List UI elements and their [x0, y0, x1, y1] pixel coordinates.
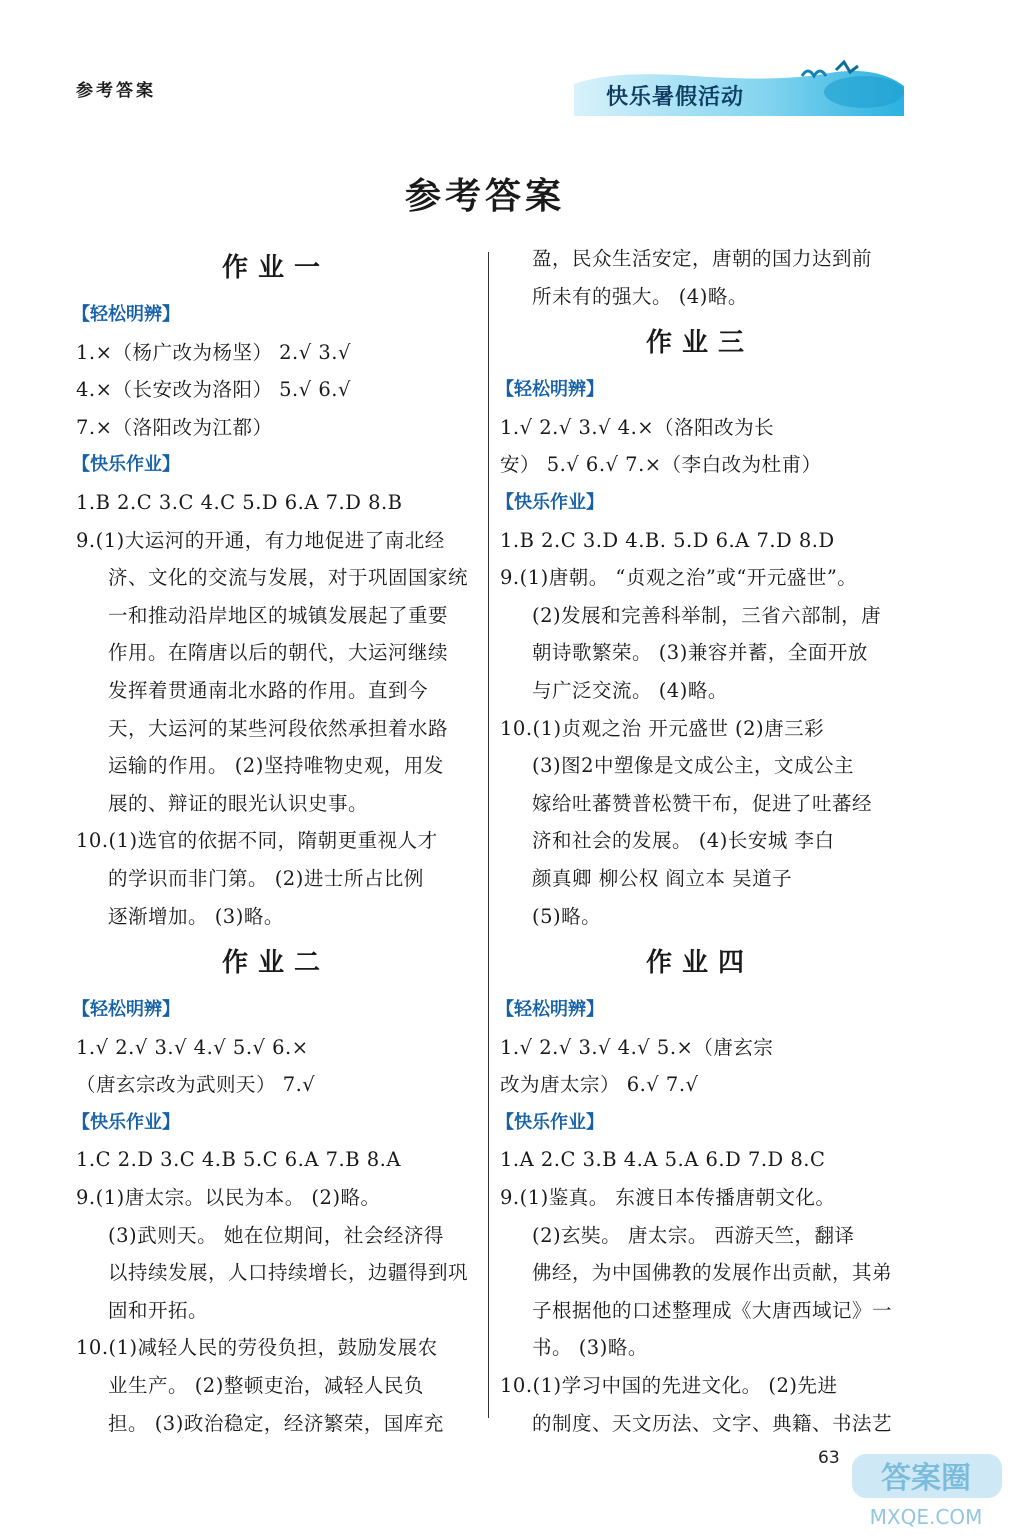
answer-line: 1.√ 2.√ 3.√ 4.√ 5.×（唐玄宗: [500, 1035, 774, 1059]
section-tag: 【轻松明辨】: [496, 999, 604, 1021]
homework-heading: 作业四: [645, 948, 754, 979]
answer-line: 发挥着贯通南北水路的作用。直到今: [108, 678, 429, 702]
answer-line: (3)图2中塑像是文成公主，文成公主: [532, 754, 855, 778]
answer-line: (2)发展和完善科举制，三省六部制，唐: [532, 603, 882, 627]
homework-heading: 作业一: [221, 253, 330, 283]
answer-line: 展的、辩证的眼光认识史事。: [108, 791, 369, 815]
answer-line: 9.(1)唐朝。 “贞观之治”或“开元盛世”。: [500, 566, 858, 590]
answer-line: (3)武则天。 她在位期间，社会经济得: [108, 1223, 444, 1247]
answer-line: 固和开拓。: [108, 1298, 209, 1322]
answer-line: 10.(1)贞观之治 开元盛世 (2)唐三彩: [500, 716, 825, 740]
homework-heading: 作业二: [221, 948, 330, 979]
svg-text:MXQE.COM: MXQE.COM: [869, 1505, 983, 1529]
answer-line: 1.√ 2.√ 3.√ 4.√ 5.√ 6.×: [76, 1035, 309, 1059]
answer-line: (2)玄奘。 唐太宗。 西游天竺，翻译: [532, 1223, 855, 1247]
section-tag: 【轻松明辨】: [72, 304, 180, 325]
answer-line: 济、文化的交流与发展，对于巩固国家统: [108, 566, 469, 590]
answer-line: 一和推动沿岸地区的城镇发展起了重要: [108, 603, 449, 627]
answer-line: 作用。在隋唐以后的朝代，大运河继续: [108, 641, 449, 665]
answer-line: 的学识而非门第。 (2)进士所占比例: [108, 866, 424, 890]
section-tag: 【快乐作业】: [496, 1111, 604, 1133]
answer-line: 所未有的强大。 (4)略。: [532, 284, 748, 308]
answer-line: 子根据他的口述整理成《大唐西域记》一: [532, 1298, 893, 1322]
answer-line: 颜真卿 柳公权 阎立本 吴道子: [532, 866, 793, 890]
answer-line: 1.B 2.C 3.D 4.B. 5.D 6.A 7.D 8.D: [500, 528, 835, 552]
answer-line: 盈，民众生活安定，唐朝的国力达到前: [532, 247, 873, 270]
section-tag: 【轻松明辨】: [496, 379, 604, 401]
answer-line: 与广泛交流。 (4)略。: [532, 678, 728, 702]
answer-line: 的制度、天文历法、文字、典籍、书法艺: [532, 1411, 893, 1435]
page-number: 63: [818, 1448, 840, 1468]
answer-line: 9.(1)大运河的开通，有力地促进了南北经: [76, 528, 445, 552]
answer-line: 1.C 2.D 3.C 4.B 5.C 6.A 7.B 8.A: [76, 1148, 401, 1172]
answer-line: 佛经，为中国佛教的发展作出贡献，其弟: [532, 1261, 893, 1285]
right-column: [496, 240, 900, 1442]
answer-line: 逐渐增加。 (3)略。: [108, 904, 284, 928]
answer-line: 1.×（杨广改为杨坚） 2.√ 3.√: [76, 340, 351, 364]
answer-line: 改为唐太宗） 6.√ 7.√: [500, 1073, 699, 1097]
answer-line: 济和社会的发展。 (4)长安城 李白: [532, 829, 835, 853]
section-tag: 【轻松明辨】: [72, 999, 180, 1021]
answer-line: 安） 5.√ 6.√ 7.×（李白改为杜甫）: [500, 453, 822, 477]
answer-line: 天，大运河的某些河段依然承担着水路: [108, 716, 449, 740]
homework-heading: 作业三: [645, 328, 754, 359]
answer-line: 业生产。 (2)整顿吏治，减轻人民负: [108, 1374, 424, 1398]
answer-line: 10.(1)学习中国的先进文化。 (2)先进: [500, 1374, 838, 1398]
left-column: [72, 240, 476, 1442]
answer-line: 朝诗歌繁荣。 (3)兼容并蓄，全面开放: [532, 641, 868, 665]
section-tag: 【快乐作业】: [72, 454, 180, 476]
running-header: 参考答案: [76, 81, 156, 101]
answer-line: 10.(1)减轻人民的劳役负担，鼓励发展农: [76, 1336, 438, 1360]
page-title: 参考答案: [404, 175, 565, 217]
site-watermark-logo: [846, 1432, 1006, 1532]
answer-line: (5)略。: [532, 904, 602, 928]
answer-line: 10.(1)选官的依据不同，隋朝更重视人才: [76, 829, 438, 853]
section-tag: 【快乐作业】: [72, 1111, 180, 1133]
answer-line: 书。 (3)略。: [532, 1336, 648, 1360]
answer-line: 运输的作用。 (2)坚持唯物史观，用发: [108, 754, 444, 778]
answer-line: 1.B 2.C 3.C 4.C 5.D 6.A 7.D 8.B: [76, 490, 403, 514]
banner-title: 快乐暑假活动: [606, 85, 745, 110]
answer-line: 4.×（长安改为洛阳） 5.√ 6.√: [76, 378, 351, 402]
answer-line: 以持续发展，人口持续增长，边疆得到巩: [108, 1261, 469, 1285]
column-divider: [488, 252, 489, 1418]
answer-line: 1.A 2.C 3.B 4.A 5.A 6.D 7.D 8.C: [500, 1148, 826, 1172]
answer-line: 嫁给吐蕃赞普松赞干布，促进了吐蕃经: [532, 791, 873, 815]
answer-line: （唐玄宗改为武则天） 7.√: [76, 1073, 316, 1097]
answer-line: 担。 (3)政治稳定，经济繁荣，国库充: [108, 1411, 444, 1435]
answer-line: 9.(1)唐太宗。以民为本。 (2)略。: [76, 1186, 381, 1210]
answer-line: 9.(1)鉴真。 东渡日本传播唐朝文化。: [500, 1186, 836, 1210]
answer-line: 7.×（洛阳改为江都）: [76, 415, 273, 439]
answer-line: 1.√ 2.√ 3.√ 4.×（洛阳改为长: [500, 415, 775, 439]
section-tag: 【快乐作业】: [496, 491, 604, 513]
svg-text:答案圈: 答案圈: [881, 1461, 971, 1496]
